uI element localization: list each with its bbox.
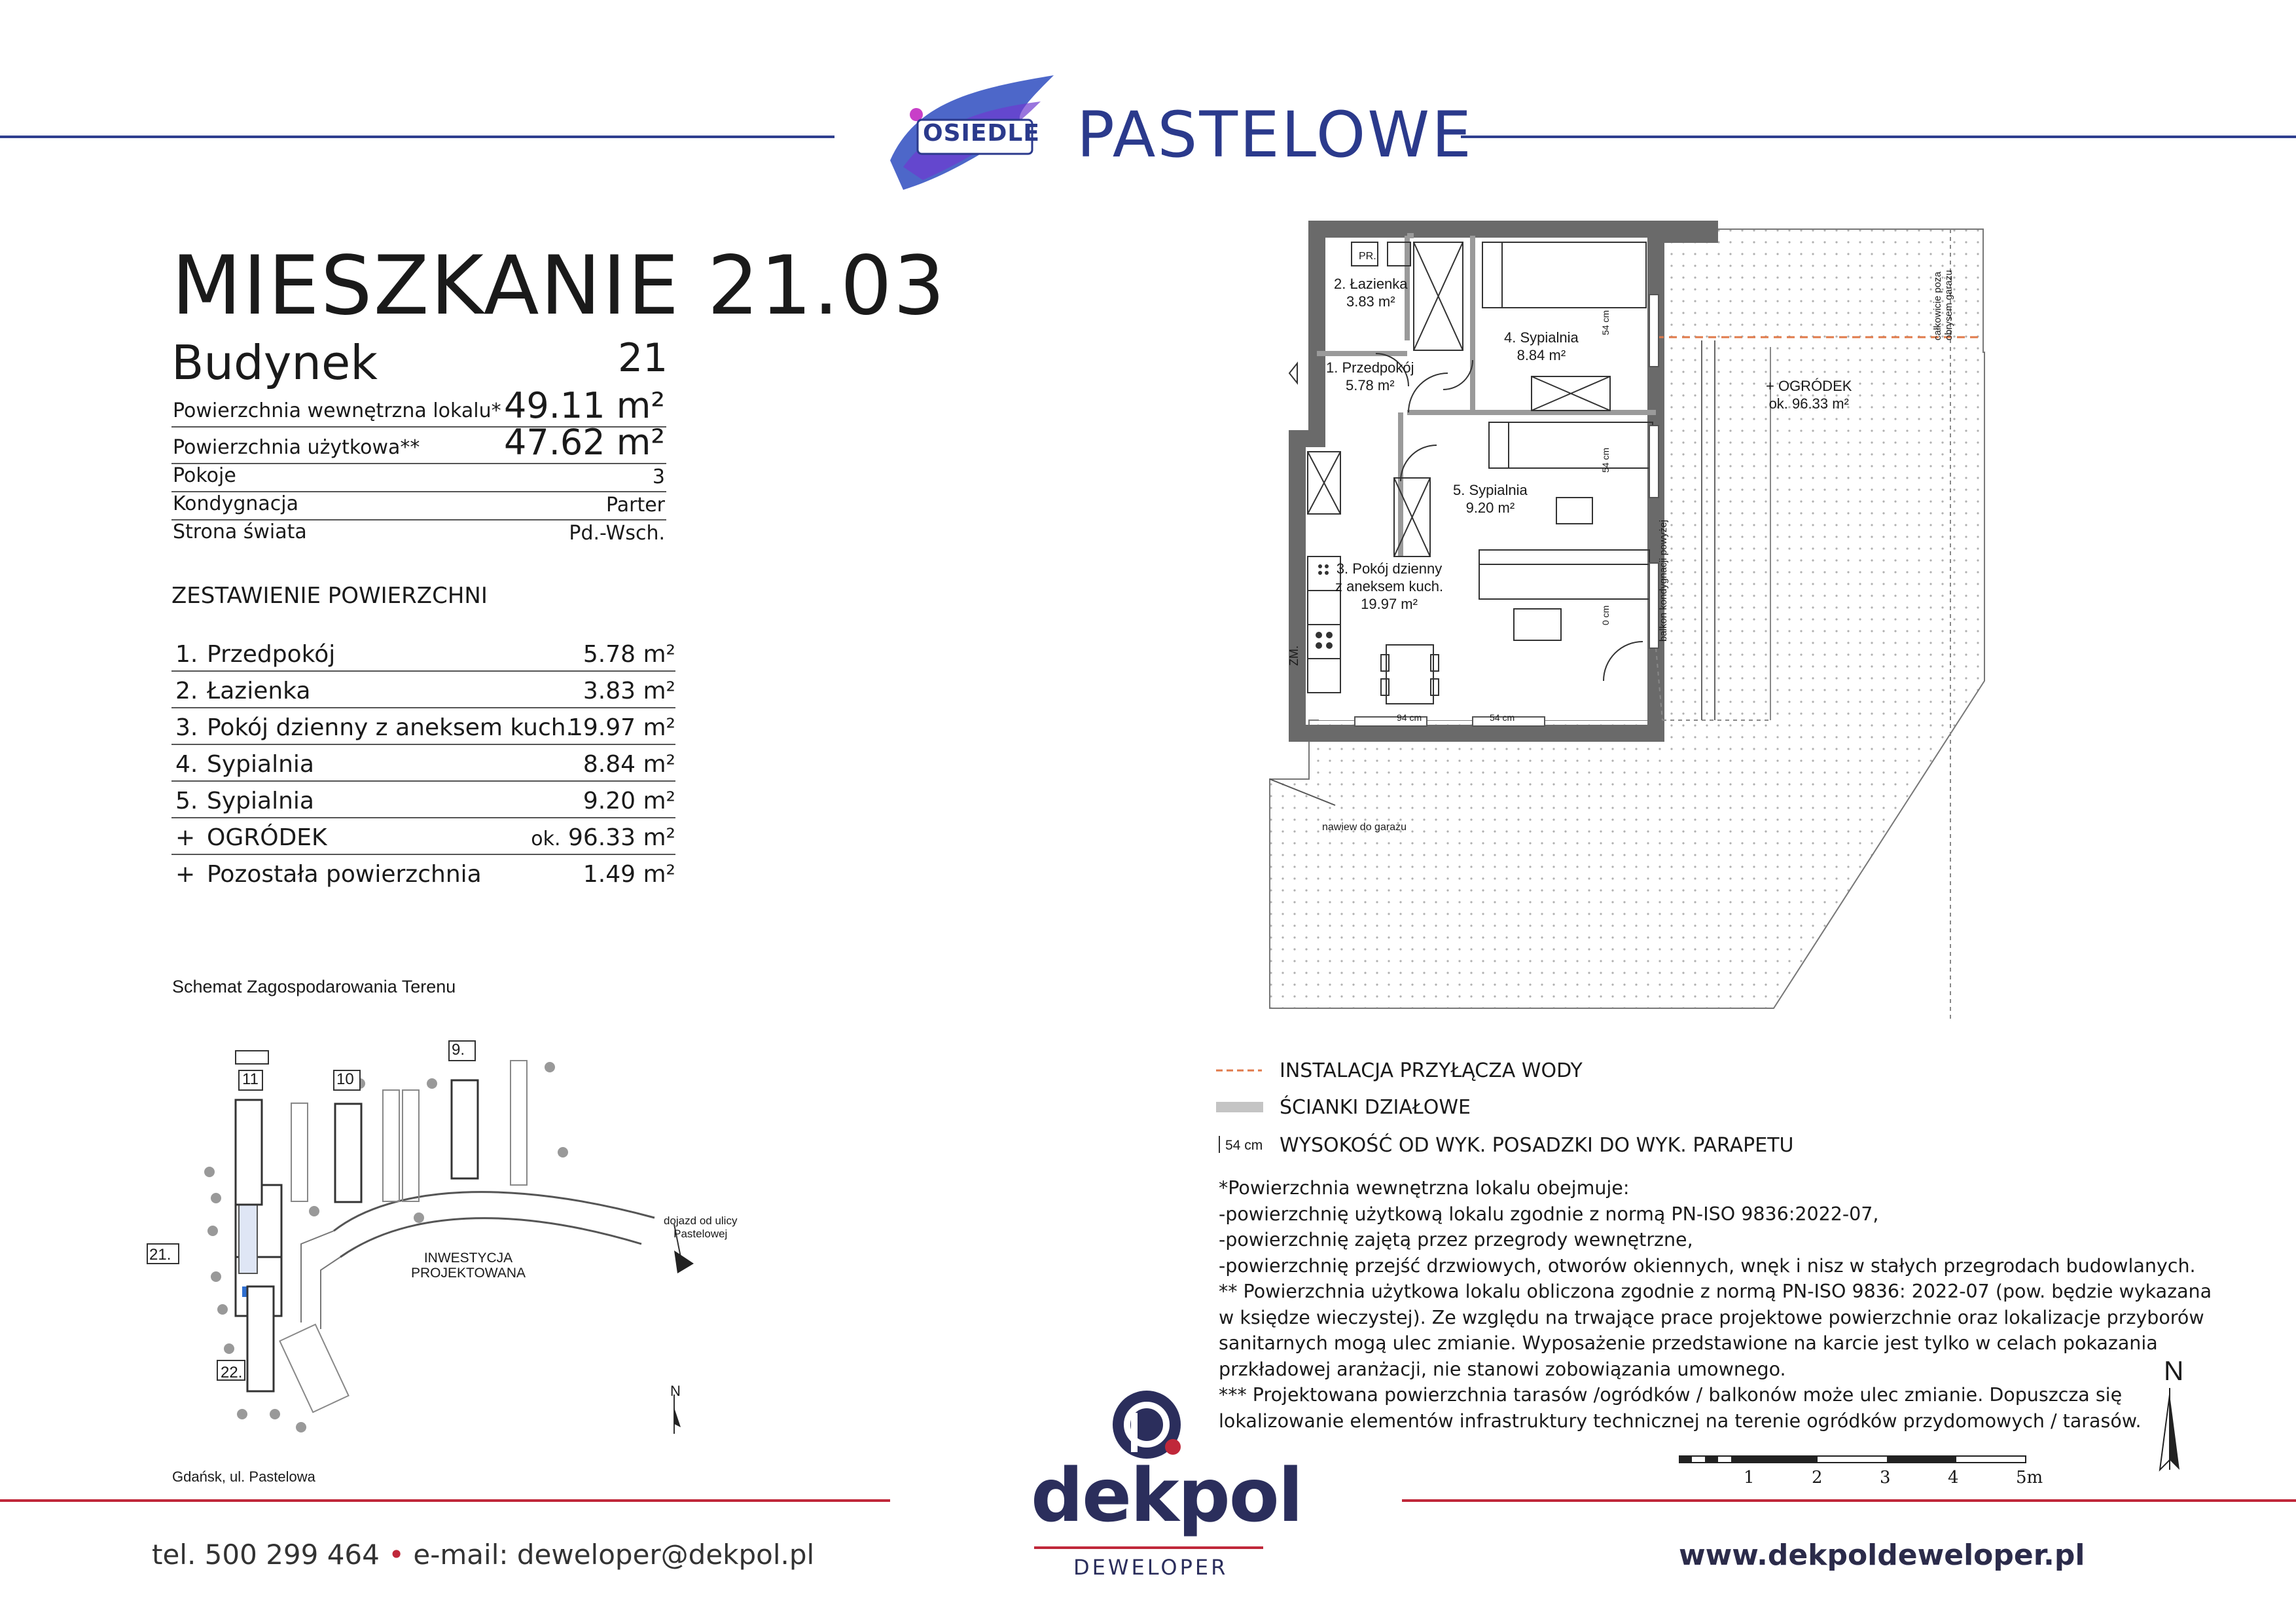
page-title: MIESZKANIE 21.03 (171, 239, 946, 333)
footer-email[interactable]: e-mail: deweloper@dekpol.pl (413, 1539, 815, 1571)
brand-divider (1034, 1546, 1263, 1549)
info-value: Pd.-Wsch. (569, 522, 665, 545)
info-value: 49.11 m² (503, 385, 665, 426)
summary-row (171, 855, 675, 890)
row-value-prefix: ok. (531, 828, 561, 850)
row-name: Pokój dzienny z aneksem kuch. (207, 714, 574, 741)
room-name: 5. Sypialnia (1453, 482, 1528, 498)
sill-legend-icon (1219, 1136, 1220, 1153)
info-label: Strona świata (173, 520, 307, 543)
summary-row (171, 818, 675, 855)
summary-row (171, 708, 675, 745)
summary-row (171, 745, 675, 782)
room-name: 3. Pokój dzienny (1336, 560, 1443, 577)
note-line: lokalizowanie elementów infrastruktury technicznej na terenie ogródków przydomowych / tarasów. (1219, 1410, 2142, 1432)
footer-website[interactable]: www.dekpoldeweloper.pl (1679, 1539, 2085, 1572)
footer-contact (152, 1539, 814, 1571)
label-zm: ZM. (1287, 646, 1300, 666)
logo-name: PASTELOWE (1077, 98, 1473, 172)
info-label: Kondygnacja (173, 492, 298, 515)
label-pr: PR. (1359, 251, 1376, 262)
access-line: dojazd od ulicy (664, 1214, 738, 1227)
building-label: Budynek (171, 335, 378, 390)
row-value: 19.97 m² (567, 714, 675, 741)
footer-bullet: • (388, 1539, 405, 1571)
summary-row (171, 635, 675, 672)
row-name: Sypialnia (207, 788, 314, 814)
scale-tick-5: 5m (2016, 1468, 2043, 1487)
investment-line: INWESTYCJA (423, 1250, 513, 1266)
floor-plan (1257, 216, 2003, 1021)
info-row-floor (171, 491, 666, 520)
row-number: 3. (175, 714, 198, 741)
sill-label: 54 cm (1600, 447, 1611, 473)
sill-label: 54 cm (1600, 310, 1611, 335)
note-line: -powierzchnię zajętą przez przegrody wewnętrzne, (1219, 1229, 1693, 1250)
room-label-garden (1766, 377, 1852, 412)
scale-tick-4: 4 (1948, 1468, 1959, 1487)
balcony-note: balkon kondygnacji powyżej (1658, 520, 1669, 642)
site-location: Gdańsk, ul. Pastelowa (172, 1468, 315, 1485)
row-number: 5. (175, 788, 198, 814)
info-row-usable-area (171, 422, 666, 464)
water-line-legend-icon (1216, 1067, 1262, 1074)
partition-legend-icon (1216, 1102, 1263, 1112)
site-plan-title: Schemat Zagospodarowania Terenu (172, 977, 456, 996)
north-label: N (2164, 1355, 2184, 1386)
row-number: + (175, 824, 196, 851)
room-area: 19.97 m² (1361, 596, 1418, 612)
note-line: -powierzchnię przejść drzwiowych, otworów okiennych, wnęk i nisz w stałych przegrodach budowlanych. (1219, 1254, 2196, 1277)
garage-note (1932, 270, 1954, 340)
north-arrow-icon (2153, 1388, 2186, 1473)
site-building-11: 11 (242, 1070, 259, 1088)
brand-name: dekpol (1031, 1453, 1302, 1539)
room-name: 1. Przedpokój (1326, 359, 1414, 376)
notes-block (1219, 1175, 2212, 1434)
sill-label: 54 cm (1490, 712, 1515, 723)
row-number: 1. (175, 641, 198, 668)
room-label-bathroom (1334, 275, 1408, 310)
room-label-bedroom-5 (1453, 481, 1528, 517)
room-area: 5.78 m² (1345, 377, 1395, 393)
site-north-label: N (670, 1383, 681, 1399)
note-line: *** Projektowana powierzchnia tarasów /ogródków / balkonów może ulec zmianie. Dopuszcza się (1219, 1384, 2123, 1406)
scale-tick-3: 3 (1880, 1468, 1891, 1487)
room-name: 4. Sypialnia (1504, 329, 1579, 346)
info-row-rooms (171, 463, 666, 492)
site-building-9: 9. (452, 1041, 465, 1059)
site-building-21: 21. (149, 1246, 171, 1264)
sill-label: 0 cm (1600, 605, 1611, 625)
footer-line-right (1402, 1499, 2296, 1502)
summary-row (171, 672, 675, 708)
scale-tick-2: 2 (1812, 1468, 1823, 1487)
room-label-living (1335, 560, 1443, 613)
logo-badge-text: OSIEDLE (923, 120, 1040, 147)
info-label: Powierzchnia użytkowa** (173, 436, 420, 459)
row-number: + (175, 861, 196, 888)
row-value: 5.78 m² (583, 641, 675, 668)
info-label: Pokoje (173, 464, 236, 487)
summary-title: ZESTAWIENIE POWIERZCHNI (171, 583, 488, 609)
legend-sill: WYSOKOŚĆ OD WYK. POSADZKI DO WYK. PARAPETU (1280, 1134, 1794, 1157)
room-area: 9.20 m² (1465, 500, 1515, 516)
footer-phone[interactable]: tel. 500 299 464 (152, 1539, 380, 1571)
row-name: Sypialnia (207, 751, 314, 778)
info-value: 47.62 m² (503, 422, 665, 463)
note-line: przkładowej aranżacji, nie stanowi zobowiązania umownego. (1219, 1358, 1786, 1380)
info-value: Parter (605, 494, 665, 517)
room-area: 8.84 m² (1516, 347, 1566, 363)
info-row-internal-area (171, 383, 666, 428)
sill-legend-prefix: 54 cm (1225, 1138, 1263, 1153)
row-name: OGRÓDEK (207, 824, 327, 851)
room-name: 2. Łazienka (1334, 276, 1408, 292)
sill-label: 94 cm (1397, 712, 1422, 723)
building-value: 21 (618, 335, 668, 381)
room-name: z aneksem kuch. (1335, 578, 1444, 594)
summary-row (171, 782, 675, 818)
row-value: 3.83 m² (583, 678, 675, 704)
site-building-10: 10 (336, 1070, 354, 1088)
scale-tick-1: 1 (1744, 1468, 1755, 1487)
row-name: Pozostała powierzchnia (207, 861, 482, 888)
row-value: 8.84 m² (583, 751, 675, 778)
row-value: 1.49 m² (583, 861, 675, 888)
access-label (664, 1214, 737, 1241)
footer-line-left (0, 1499, 890, 1502)
row-name: Przedpokój (207, 641, 336, 668)
row-number: 2. (175, 678, 198, 704)
site-building-22: 22. (221, 1364, 243, 1381)
room-label-bedroom-4 (1504, 329, 1579, 364)
investment-line: PROJEKTOWANA (411, 1266, 526, 1281)
row-name: Łazienka (207, 678, 311, 704)
info-row-orientation (171, 519, 666, 547)
garage-overhang-note: nawiew do garażu (1322, 822, 1407, 833)
info-value: 3 (652, 465, 665, 488)
row-value-number: 96.33 m² (567, 824, 675, 851)
note-line: w księdze wieczystej). Ze względu na trwające prace projektowe powierzchnie oraz lokalizacje przyborów (1219, 1306, 2204, 1328)
row-number: 4. (175, 751, 198, 778)
room-name: + OGRÓDEK (1766, 378, 1852, 394)
legend-partitions: ŚCIANKI DZIAŁOWE (1280, 1096, 1471, 1119)
legend-water: INSTALACJA PRZYŁĄCZA WODY (1280, 1059, 1583, 1082)
header-line-right (1461, 136, 2296, 138)
room-label-hall (1326, 359, 1414, 394)
access-line: Pastelowej (673, 1228, 728, 1240)
scale-bar (1679, 1455, 2032, 1464)
note-line: ** Powierzchnia użytkowa lokalu obliczona zgodnie z normą PN-ISO 9836: 2022-07 (pow. będzie wykazana (1219, 1281, 2212, 1302)
row-value (531, 824, 675, 851)
row-value: 9.20 m² (583, 788, 675, 814)
note-line: -powierzchnię użytkową lokalu zgodnie z normą PN-ISO 9836:2022-07, (1219, 1203, 1879, 1225)
note-line: sanitarnych mogą ulec zmianie. Wyposażenie przedstawione na karcie jest tylko w celach pokazania (1219, 1332, 2158, 1354)
brand-sub: DEWELOPER (1073, 1555, 1229, 1580)
garage-note-line: całkowicie poza (1932, 271, 1943, 340)
header-line-left (0, 136, 834, 138)
investment-label (411, 1250, 526, 1281)
info-label: Powierzchnia wewnętrzna lokalu* (173, 399, 501, 422)
note-line: *Powierzchnia wewnętrzna lokalu obejmuje: (1219, 1177, 1630, 1199)
room-area: ok. 96.33 m² (1768, 395, 1849, 412)
room-area: 3.83 m² (1346, 293, 1395, 310)
garage-note-line: obrysem garażu (1943, 270, 1954, 340)
